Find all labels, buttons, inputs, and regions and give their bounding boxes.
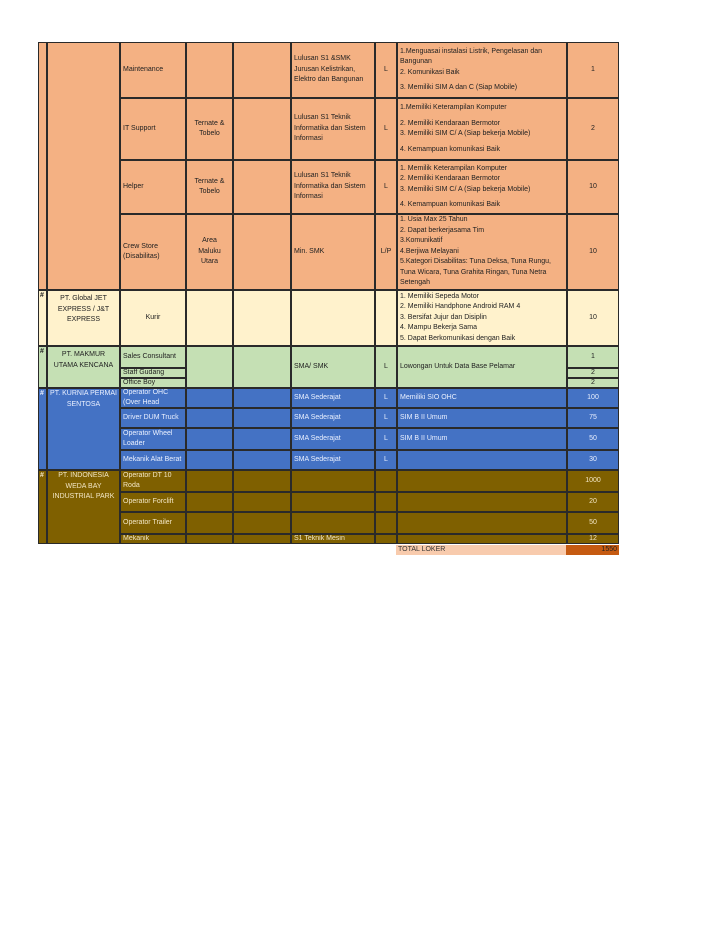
salmon-section: [38, 42, 619, 290]
position-cell: Helper: [120, 160, 186, 214]
spacer-cell: [233, 160, 291, 214]
requirement-text: 4. Kemampuan komunikasi Baik: [400, 201, 500, 208]
position-cell: Kurir: [120, 290, 186, 346]
location-cell: [186, 346, 233, 388]
education-cell: S1 Teknik Mesin: [291, 534, 375, 544]
count-cell: 2: [567, 368, 619, 378]
count-cell: 10: [567, 290, 619, 346]
count-cell: 2: [567, 378, 619, 388]
company-column-cell: [47, 42, 120, 290]
job-vacancy-table: [38, 42, 619, 544]
gender-cell: L: [375, 160, 397, 214]
gender-cell: [375, 512, 397, 534]
company-number: #: [38, 470, 47, 544]
requirement-text: 2. Memiliki Kendaraan Bermotor: [400, 175, 500, 182]
count-cell: 12: [567, 534, 619, 544]
count-cell: 1: [567, 346, 619, 368]
gender-cell: L: [375, 42, 397, 98]
count-cell: 50: [567, 512, 619, 534]
location-cell: [186, 290, 233, 346]
requirements-cell: [397, 470, 567, 492]
spacer-cell: [233, 98, 291, 160]
location-cell: [186, 428, 233, 450]
gender-cell: L: [375, 408, 397, 428]
company-name: PT. Global JET EXPRESS / J&T EXPRESS: [47, 290, 120, 346]
position-cell: IT Support: [120, 98, 186, 160]
requirement-text: 2. Dapat berkerjasama Tim: [400, 226, 485, 234]
requirement-text: 4.Berjiwa Melayani: [400, 247, 459, 255]
education-cell: [291, 470, 375, 492]
count-cell: 1: [567, 42, 619, 98]
position-cell: Maintenance: [120, 42, 186, 98]
education-cell: Lulusan S1 &SMK Jurusan Kelistrikan, Elektro dan Bangunan: [291, 42, 375, 98]
position-cell: Staff Gudang: [120, 368, 186, 378]
requirement-text: 1.Menguasai instalasi Listrik, Pengelasan dan Bangunan: [400, 47, 543, 65]
position-cell: Mekanik: [120, 534, 186, 544]
gender-cell: [375, 470, 397, 492]
gender-cell: [375, 290, 397, 346]
requirement-text: 4. Kemampuan komunikasi Baik: [400, 145, 500, 153]
gender-cell: [375, 492, 397, 512]
requirement-text: 2. Komunikasi Baik: [400, 68, 460, 76]
education-cell: SMA/ SMK: [291, 346, 375, 388]
location-cell: [186, 450, 233, 470]
requirements-cell: [397, 450, 567, 470]
location-cell: [186, 470, 233, 492]
education-cell: SMA Sederajat: [291, 388, 375, 408]
requirement-text: 1. Memiliki Sepeda Motor: [400, 292, 479, 300]
location-cell: [186, 492, 233, 512]
gender-cell: L: [375, 428, 397, 450]
gender-cell: L: [375, 346, 397, 388]
spacer-cell: [233, 388, 291, 408]
weda-section: [38, 470, 619, 544]
education-cell: [291, 290, 375, 346]
count-cell: 30: [567, 450, 619, 470]
education-cell: SMA Sederajat: [291, 450, 375, 470]
company-number: #: [38, 290, 47, 346]
requirement-text: 5. Dapat Berkomunikasi dengan Baik: [400, 334, 516, 342]
position-cell: Operator OHC (Over Head: [120, 388, 186, 408]
requirement-text: 2. Memiliki Kendaraan Bermotor: [400, 119, 500, 127]
spacer-cell: [233, 470, 291, 492]
education-cell: Lulusan S1 Teknik Informatika dan Sistem Informasi: [291, 98, 375, 160]
location-cell: Ternate & Tobelo: [186, 160, 233, 214]
count-cell: 75: [567, 408, 619, 428]
education-cell: SMA Sederajat: [291, 428, 375, 450]
total-value: 1550: [566, 545, 619, 555]
spacer-cell: [233, 408, 291, 428]
location-cell: [186, 408, 233, 428]
spacer-cell: [233, 42, 291, 98]
position-cell: Crew Store (Disabilitas): [120, 214, 186, 290]
requirement-text: 3. Memiliki SIM C/ A (Siap bekerja Mobile): [400, 185, 531, 193]
position-cell: Office Boy: [120, 378, 186, 388]
education-cell: [291, 492, 375, 512]
spacer-cell: [233, 534, 291, 544]
position-cell: Operator Trailer: [120, 512, 186, 534]
requirements-cell: SIM B II Umum: [397, 408, 567, 428]
count-cell: 50: [567, 428, 619, 450]
requirements-cell: [397, 534, 567, 544]
spacer-cell: [233, 346, 291, 388]
position-cell: Operator Forclift: [120, 492, 186, 512]
education-cell: Lulusan S1 Teknik Informatika dan Sistem Informasi: [291, 160, 375, 214]
count-cell: 2: [567, 98, 619, 160]
gender-cell: [375, 534, 397, 544]
spacer-cell: [233, 450, 291, 470]
spacer-cell: [233, 492, 291, 512]
requirements-cell: [397, 214, 567, 290]
position-cell: Operator Wheel Loader: [120, 428, 186, 450]
requirements-cell: Lowongan Untuk Data Base Pelamar: [397, 346, 567, 388]
location-cell: [186, 388, 233, 408]
position-cell: Mekanik Alat Berat: [120, 450, 186, 470]
education-cell: Min. SMK: [291, 214, 375, 290]
position-cell: Driver DUM Truck: [120, 408, 186, 428]
spacer-cell: [233, 428, 291, 450]
count-cell: 100: [567, 388, 619, 408]
requirements-cell: [397, 290, 567, 346]
requirement-text: 1. Memilik Keterampilan Komputer: [400, 164, 507, 172]
requirement-text: 5.Kategori Disabilitas: Tuna Deksa, Tuna Rungu, Tuna Wicara, Tuna Grahita Ringan, Tuna Netra Setengah: [400, 258, 551, 287]
gender-cell: L/P: [375, 214, 397, 290]
location-cell: [186, 42, 233, 98]
count-cell: 20: [567, 492, 619, 512]
requirements-cell: SIM B II Umum: [397, 428, 567, 450]
education-cell: [291, 512, 375, 534]
requirement-text: 3. Memiliki SIM C/ A (Siap bekerja Mobile): [400, 130, 531, 137]
num-column-cell: [38, 42, 47, 290]
requirements-cell: [397, 512, 567, 534]
gender-cell: L: [375, 388, 397, 408]
total-label: TOTAL LOKER: [396, 545, 566, 555]
count-cell: 10: [567, 214, 619, 290]
location-cell: Area Maluku Utara: [186, 214, 233, 290]
requirement-text: 4. Mampu Bekerja Sama: [400, 324, 478, 332]
company-name: PT. INDONESIA WEDA BAY INDUSTRIAL PARK: [47, 470, 120, 544]
requirement-text: 2. Memiliki Handphone Android RAM 4: [400, 303, 521, 311]
company-number: #: [38, 346, 47, 388]
location-cell: [186, 534, 233, 544]
requirements-cell: [397, 42, 567, 98]
position-cell: Sales Consultant: [120, 346, 186, 368]
company-name: PT. MAKMUR UTAMA KENCANA: [47, 346, 120, 388]
requirement-text: 3. Bersifat Jujur dan Disiplin: [400, 313, 487, 321]
company-number: #: [38, 388, 47, 470]
position-cell: Operator DT 10 Roda: [120, 470, 186, 492]
jet-section: [38, 290, 619, 346]
gender-cell: L: [375, 450, 397, 470]
gender-cell: L: [375, 98, 397, 160]
requirement-text: 3.Komunikatif: [400, 237, 443, 245]
requirements-cell: [397, 98, 567, 160]
spacer-cell: [233, 290, 291, 346]
requirement-text: 1. Usia Max 25 Tahun: [400, 216, 468, 224]
company-name: PT. KURNIA PERMAI SENTOSA: [47, 388, 120, 470]
makmur-section: [38, 346, 619, 388]
count-cell: 1000: [567, 470, 619, 492]
count-cell: 10: [567, 160, 619, 214]
education-cell: SMA Sederajat: [291, 408, 375, 428]
requirements-cell: [397, 160, 567, 214]
spacer-cell: [233, 512, 291, 534]
spacer-cell: [233, 214, 291, 290]
requirements-cell: Memiliki SIO OHC: [397, 388, 567, 408]
requirement-text: 1.Memiliki Keterampilan Komputer: [400, 104, 507, 111]
requirements-cell: [397, 492, 567, 512]
location-cell: Ternate & Tobelo: [186, 98, 233, 160]
location-cell: [186, 512, 233, 534]
kurnia-section: [38, 388, 619, 470]
requirement-text: 3. Memiliki SIM A dan C (Siap Mobile): [400, 84, 518, 91]
